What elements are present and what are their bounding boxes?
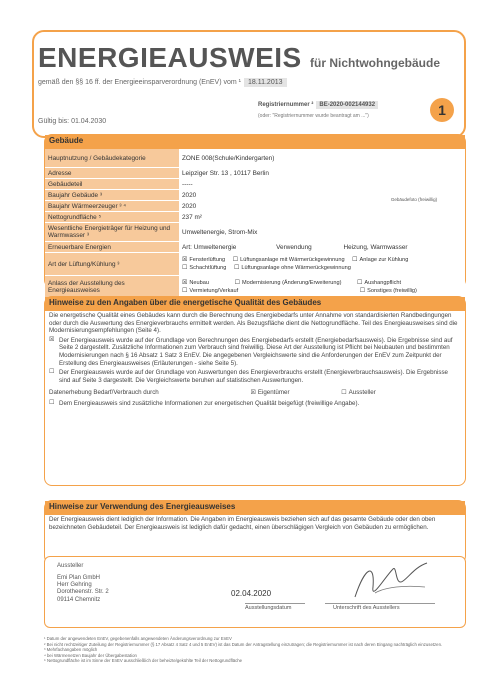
hints-intro: Die energetische Qualität eines Gebäudes kann durch die Berechnung des Energiebedarfs unter Annahme von standardisierten Randbedingungen oder durch die Auswertung des Energieverbrauchs ermittelt werden. Als Bezugsfläche dient die Nettogrundfläche. Teil des Energieausweises sind die Modernisierungsempfehlungen (Seite 4). (49, 312, 458, 335)
renewable-use-label: Verwendung (276, 243, 312, 251)
footnotes: ¹ Datum der angewendeten EnEV, gegebenenfalls angewendeten Änderungsverordnung zur EnEV ² Bei nicht rechtzeitiger Zuteilung der Registriernummer (§ 17 Absatz 4 Satz 4 und 5 EnEV) ist das Datum der Antragstellung einzutragen; die Registriernummer ist nach deren Eingang nachträglich einzusetzen. ³ Mehrfachangaben möglich ⁴ bei Wärmenetzen Baujahr der Übergabestation ⁵ Nettogrundfläche ist im Sinne der EnEV ausschließlich der beheizte/gekühlte Teil der Nettogrundfläche (44, 636, 443, 663)
table-row: Baujahr Wärmeerzeuger ³ ⁴ 2020 (45, 201, 465, 212)
renewable-row: Erneuerbare Energien Art: Umweltenergie Verwendung Heizung, Warmwasser (45, 242, 465, 253)
enev-date: 18.11.2013 (244, 78, 287, 87)
checkbox-checked-icon[interactable]: ☒ (182, 257, 188, 263)
demand-option (45, 336, 465, 368)
ventilation-row: Art der Lüftung/Kühlung ³ ☒ Fensterlüftung ☐ Lüftungsanlage mit Wärmerückgewinnung ☐ Anlage zur Kühlung ☐ Schachtlüftung ☐ Lüftungsanlage ohne Wärmerückgewinnung (45, 253, 465, 276)
table-row: Wesentliche Energieträger für Heizung und Warmwasser ³ Umweltenergie, Strom-Mix (45, 223, 465, 242)
demand-option-text: Der Energieausweis wurde auf der Grundlage von Berechnungen des Energiebedarfs erstellt (Energiebedarfsausweis). Die Ergebnisse sind auf Seite 2 dargestellt. Zusätzliche Informationen zum Verbrauch sind freiwillig. Diese Art der Ausstellung ist Pflicht bei Neubauten und bestimmten Modernisierungen nach § 16 Absatz 1 Satz 3 EnEV. Die angegebenen Vergleichswerte sind die Anforderungen der EnEV zum Zeitpunkt der Erstellung des Energieausweises (Erläuterungen - siehe Seite 5). (59, 336, 453, 367)
table-row: Gebäudeteil ----- (45, 179, 465, 190)
signature-line (325, 603, 435, 604)
registration-number (258, 102, 378, 108)
renewable-art-value: Umweltenergie (193, 243, 237, 251)
checkbox-empty-icon[interactable]: ☐ (352, 257, 358, 263)
data-collection-label: Datenerhebung Bedarf/Verbrauch durch (49, 389, 159, 397)
document-title-suffix: für Nichtwohngebäude (310, 56, 440, 70)
checkbox-checked-icon[interactable]: ☒ (49, 336, 55, 343)
checkbox-empty-icon[interactable]: ☐ (341, 390, 347, 397)
registration-note: (oder: "Registriernummer wurde beantragt am ...") (258, 113, 369, 119)
table-row: Baujahr Gebäude ³ 2020 (45, 190, 465, 201)
table-row: Nettogrundfläche ⁵ 237 m² (45, 212, 465, 223)
renewable-art-label: Art: (182, 243, 192, 251)
document-title: ENERGIEAUSWEIS (38, 42, 302, 73)
data-collection-row (45, 388, 465, 399)
issuer-box-label: Aussteller (57, 563, 84, 569)
hints-section-title: Hinweise zu den Angaben über die energetische Qualität des Gebäudes (45, 297, 465, 311)
checkbox-checked-icon[interactable]: ☒ (182, 280, 188, 286)
building-section (44, 134, 466, 294)
checkbox-empty-icon[interactable]: ☐ (359, 288, 366, 294)
checkbox-empty-icon[interactable]: ☐ (49, 369, 55, 376)
checkbox-empty-icon[interactable]: ☐ (233, 265, 240, 271)
hints-section (44, 296, 466, 486)
page-number-badge: 1 (430, 98, 454, 122)
registration-label: Registriernummer ² (258, 102, 314, 108)
legal-basis (38, 78, 287, 87)
usage-text: Der Energieausweis dient lediglich der Information. Die Angaben im Energieausweis beziehen sich auf das gesamte Gebäude oder den oben bezeichneten Gebäudeteil. Der Energieausweis ist lediglich dafür gedacht, einen überschlägigen Vergleich von Gebäuden zu ermöglichen. (49, 516, 436, 531)
building-section-title: Gebäude (45, 135, 465, 149)
checkbox-empty-icon[interactable]: ☐ (357, 280, 363, 286)
table-row: Hauptnutzung / Gebäudekategorie ZONE 008(Schule/Kindergarten) (45, 149, 465, 168)
checkbox-checked-icon[interactable]: ☒ (250, 390, 256, 397)
checkbox-empty-icon[interactable]: ☐ (182, 288, 188, 294)
table-row: Adresse Leipziger Str. 13 , 10117 Berlin (45, 168, 465, 179)
checkbox-empty-icon[interactable]: ☐ (182, 265, 188, 271)
owner-label: Eigentümer (257, 389, 290, 397)
energy-certificate-page (20, 12, 466, 664)
usage-section (44, 500, 466, 564)
issuer-label: Aussteller (348, 389, 376, 397)
consumption-option (45, 368, 465, 385)
renewable-use-value: Heizung, Warmwasser (343, 243, 408, 251)
legal-basis-text: gemäß den §§ 16 ff. der Energieeinsparverordnung (EnEV) vom ¹ (38, 79, 241, 86)
signature-icon (345, 557, 435, 603)
issue-date-line (245, 603, 305, 604)
issuer-address: Emi Plan GmbH Herr Gehring Dorotheenstr. Str. 2 09114 Chemnitz (57, 575, 109, 603)
issue-date-label: Ausstellungsdatum (245, 605, 292, 611)
checkbox-empty-icon[interactable]: ☐ (232, 257, 239, 263)
checkbox-empty-icon[interactable]: ☐ (49, 399, 55, 406)
reason-row: Anlass der Ausstellung des Energieausweises ☒ Neubau ☐ Modernisierung (Änderung/Erweiterung) ☐ Aushangpflicht ☐ Vermietung/Verkauf ☐ Sonstiges (freiwillig) (45, 276, 465, 299)
valid-until: Gültig bis: 01.04.2030 (38, 118, 107, 125)
issuer-box (44, 556, 466, 628)
registration-value: BE-2020-002144932 (316, 101, 378, 109)
signature-label: Unterschrift des Ausstellers (333, 605, 400, 611)
attached-info-option (45, 399, 465, 409)
issue-date: 02.04.2020 (231, 589, 272, 598)
attached-info-text: Dem Energieausweis sind zusätzliche Informationen zur energetischen Qualität beigefügt (freiwillige Angabe). (59, 399, 360, 407)
consumption-option-text: Der Energieausweis wurde auf der Grundlage von Auswertungen des Energieverbrauchs erstellt (Energieverbrauchsausweis). Die Ergebnisse sind auf Seite 3 dargestellt. Die Vergleichswerte beruhen auf statistischen Auswertungen. (59, 369, 448, 384)
checkbox-empty-icon[interactable]: ☐ (234, 280, 240, 286)
building-photo-placeholder: Gebäudefoto (freiwillig) (390, 197, 438, 202)
usage-section-title: Hinweise zur Verwendung des Energieausweises (45, 501, 465, 515)
